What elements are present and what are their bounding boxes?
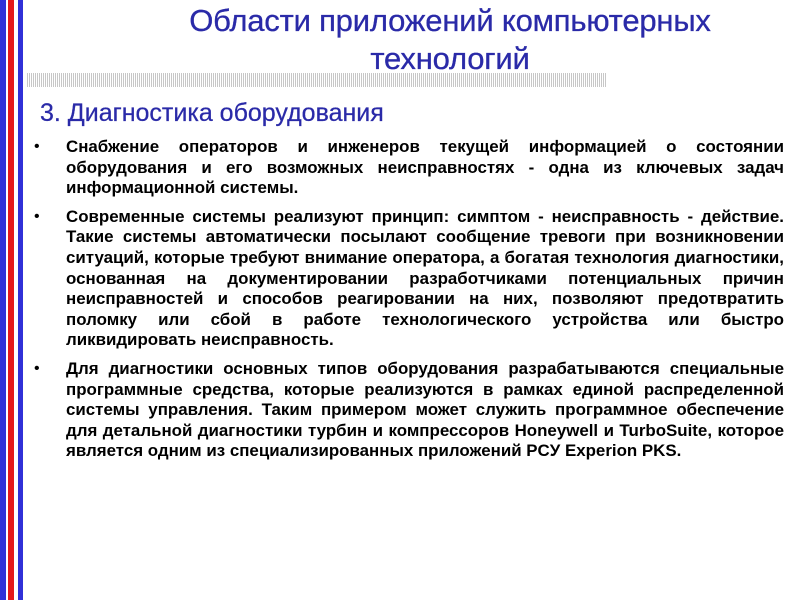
bullet-text: Для диагностики основных типов оборудования разрабатываются специальные программные средства, которые реализуются в рамках единой распределенной системы управления. Таким примером может служить программное обеспечение для детальной диагностики турбин и компрессоров Honeywell и TurboSuite, которое является одним из специализированных приложений PCУ Experion PKS. xyxy=(66,358,784,461)
bullet-list xyxy=(32,137,784,470)
bullet-item xyxy=(32,359,784,462)
slide-title-line-2: технологий xyxy=(370,41,530,76)
bullet-marker: • xyxy=(34,359,40,377)
bullet-marker: • xyxy=(34,207,40,225)
section-heading: 3. Диагностика оборудования xyxy=(40,99,384,127)
bullet-item xyxy=(32,207,784,351)
slide-title-line-1: Области приложений компьютерных xyxy=(189,3,711,38)
bullet-text: Снабжение операторов и инженеров текущей информацией о состоянии оборудования и его возможных неисправностях - одна из ключевых задач информационной системы. xyxy=(66,137,784,198)
bullet-text: Современные системы реализуют принцип: симптом - неисправность - действие. Такие системы автоматически посылают сообщение тревоги при возникновении ситуаций, которые требуют внимание оператора, а богатая технология диагностики, основанная на документировании разработчиками потенциальных причин неисправностей и способов реагировании на них, позволяют предотвратить поломку или сбой в работе технологического устройства или быстро ликвидировать неисправность. xyxy=(66,206,784,350)
left-stripe-red xyxy=(8,0,14,600)
bullet-item xyxy=(32,137,784,199)
slide-title xyxy=(110,2,790,78)
left-stripe-blue-inner xyxy=(18,0,23,600)
bullet-marker: • xyxy=(34,138,40,155)
left-stripe-blue xyxy=(0,0,6,600)
